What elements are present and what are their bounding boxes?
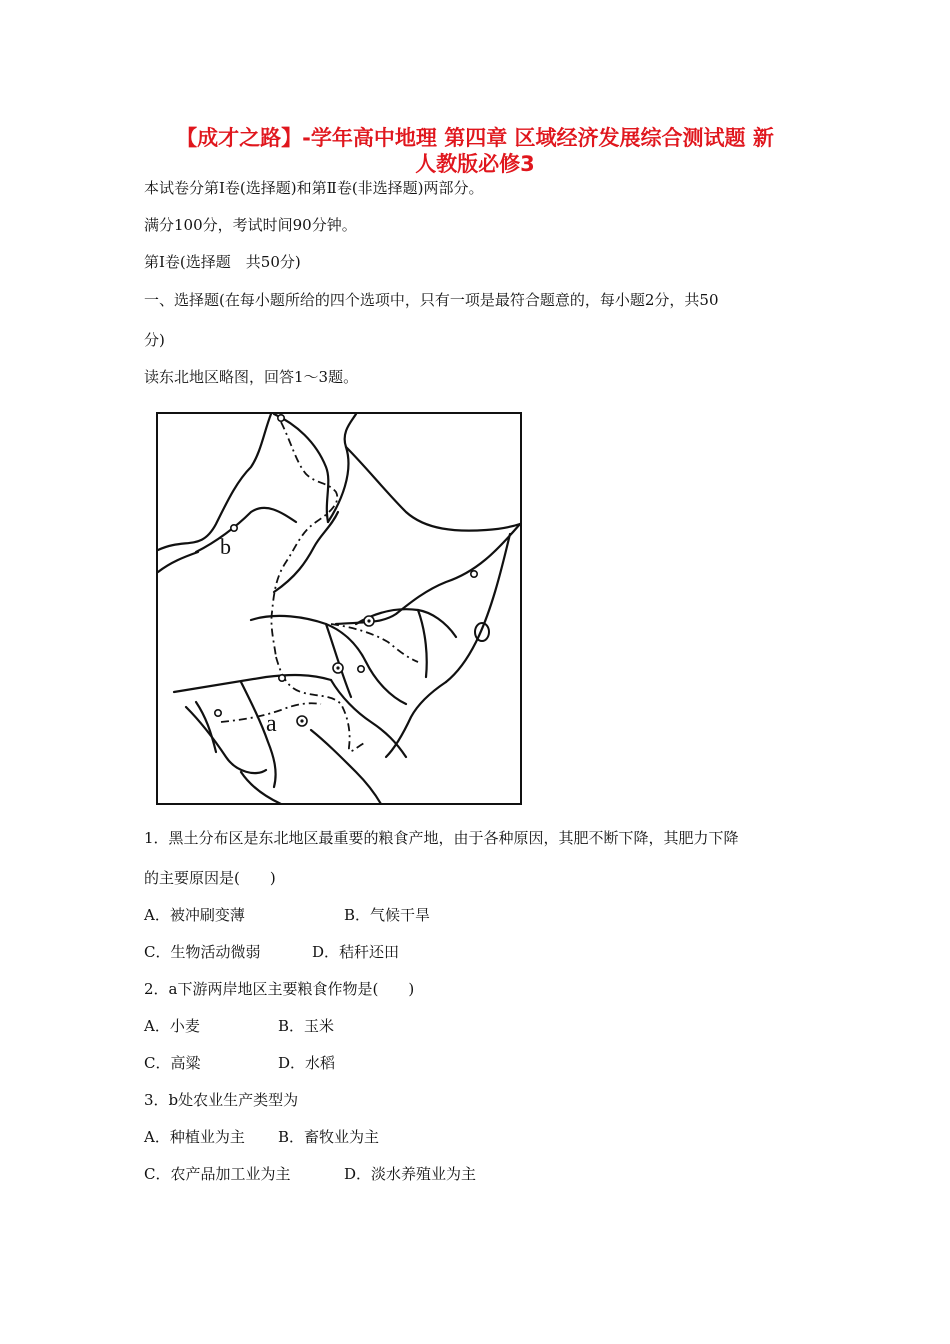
river-south [311, 730, 381, 804]
section-instructions-line-1: 一、选择题(在每小题所给的四个选项中，只有一项是最符合题意的，每小题2分，共50 [144, 291, 719, 309]
river-central [326, 624, 351, 697]
question-2-option-a: A．小麦 [144, 1017, 200, 1035]
map-outline-northwest [274, 414, 328, 522]
section-heading-volume-1: 第Ⅰ卷(选择题 共50分) [144, 253, 301, 271]
question-3-option-a: A．种植业为主 [144, 1128, 245, 1146]
question-2-stem: 2．a下游两岸地区主要粮食作物是( ) [144, 980, 415, 998]
map-label-b: b [220, 534, 231, 559]
question-3-option-d: D．淡水养殖业为主 [344, 1165, 477, 1183]
question-2-option-b: B．玉米 [278, 1017, 335, 1035]
map-outline-east-coast [446, 534, 510, 682]
question-3-stem: 3．b处农业生产类型为 [144, 1091, 299, 1109]
question-2-option-d: D．水稻 [278, 1054, 336, 1072]
map-reading-prompt: 读东北地区略图，回答1～3题。 [144, 368, 359, 386]
document-title-line-1: 【成才之路】-学年高中地理 第四章 区域经济发展综合测试题 新 [176, 126, 774, 150]
section-instructions-line-2: 分) [144, 331, 165, 349]
river-liao [186, 707, 266, 773]
city-marker-capital-shenyang-dot [300, 719, 303, 722]
northeast-region-sketch-map [156, 412, 522, 805]
river-eastward [418, 610, 427, 677]
city-marker-west [279, 675, 285, 681]
map-outline-west [158, 414, 271, 550]
province-boundary-east [331, 624, 418, 662]
river-nen [274, 512, 338, 592]
coast-peninsula [386, 682, 446, 757]
question-1-option-b: B．气候干旱 [344, 906, 431, 924]
province-boundary-north [271, 422, 337, 657]
river-liao-upper [174, 675, 331, 692]
city-marker-capital-changchun-dot [336, 666, 339, 669]
question-3-option-c: C．农产品加工业为主 [144, 1165, 291, 1183]
intro-paragraph-exam-parts: 本试卷分第Ⅰ卷(选择题)和第Ⅱ卷(非选择题)两部分。 [144, 179, 484, 197]
question-1-option-a: A．被冲刷变薄 [144, 906, 245, 924]
question-1-option-c: C．生物活动微弱 [144, 943, 261, 961]
map-outline-north [328, 414, 356, 522]
city-marker-jixi [358, 666, 364, 672]
map-outline-north-river [346, 447, 520, 531]
river-northwest-arm [196, 508, 296, 552]
map-label-a: a [266, 711, 277, 737]
question-1-stem-line-1: 1．黑土分布区是东北地区最重要的粮食产地，由于各种原因，其肥不断下降，其肥力下降 [144, 829, 739, 847]
city-marker-b [231, 525, 237, 531]
map-frame [157, 413, 521, 804]
question-1-stem-line-2: 的主要原因是( ) [144, 869, 276, 887]
river-west-arm [158, 552, 198, 572]
question-3-option-b: B．畜牧业为主 [278, 1128, 380, 1146]
city-marker-southwest [215, 710, 221, 716]
question-2-option-c: C．高粱 [144, 1054, 201, 1072]
city-marker-north [278, 415, 284, 421]
lake-xingkai [475, 623, 489, 641]
intro-paragraph-score-time: 满分100分，考试时间90分钟。 [144, 216, 357, 234]
city-marker-east [471, 571, 477, 577]
question-1-option-d: D．秸秆还田 [312, 943, 400, 961]
city-marker-capital-harbin-dot [367, 619, 370, 622]
document-title-line-2: 人教版必修3 [415, 152, 535, 176]
map-outline-east-river [336, 524, 520, 624]
river-southwest-edge [196, 702, 216, 752]
